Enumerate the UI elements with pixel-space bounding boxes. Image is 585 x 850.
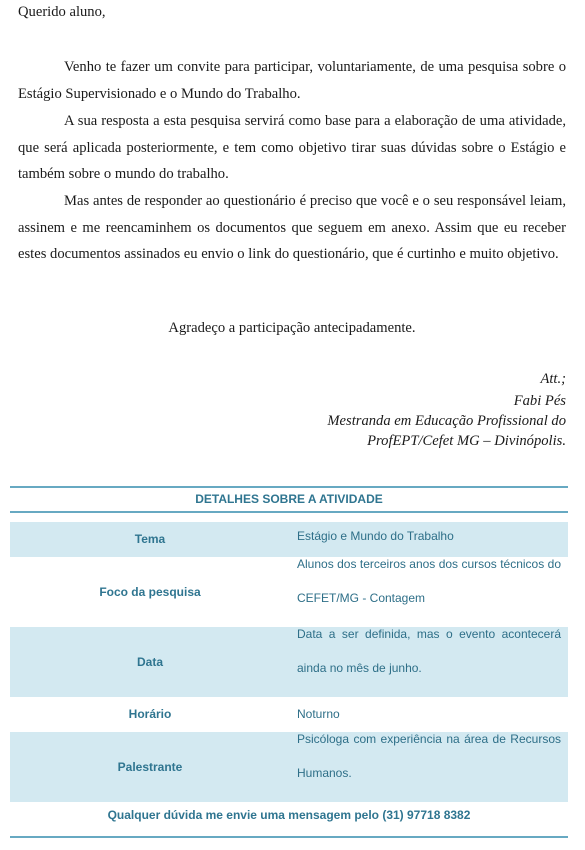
row-value: Alunos dos terceiros anos dos cursos técnicos do CEFET/MG - Contagem xyxy=(297,557,561,605)
signature-salutation: Att.; xyxy=(540,371,566,387)
signature-institution: ProfEPT/Cefet MG – Divinópolis. xyxy=(367,433,566,449)
table-row-palestrante xyxy=(10,732,568,802)
row-label: Palestrante xyxy=(117,760,183,774)
row-value: Data a ser definida, mas o evento acontecerá ainda no mês de junho. xyxy=(297,627,561,675)
greeting: Querido aluno, xyxy=(18,4,106,20)
paragraph-documents: Mas antes de responder ao questionário é preciso que você e o seu responsável leiam, assinem e me reencaminhem os documentos que seguem em anexo. Assim que eu receber estes documentos assinados eu envio o link do questionário, que é curtinho e muito objetivo. xyxy=(18,193,566,262)
signature-title: Mestranda em Educação Profissional do xyxy=(327,413,566,429)
table-row-data xyxy=(10,627,568,697)
row-label: Foco da pesquisa xyxy=(99,585,201,599)
thanks-line: Agradeço a participação antecipadamente. xyxy=(168,320,416,336)
row-value: Estágio e Mundo do Trabalho xyxy=(297,529,454,543)
row-label: Horário xyxy=(128,707,172,721)
row-value: Psicóloga com experiência na área de Recursos Humanos. xyxy=(297,732,561,780)
table-title: DETALHES SOBRE A ATIVIDADE xyxy=(195,492,383,506)
table-bottom-rule xyxy=(10,836,568,838)
table-footer-row xyxy=(10,802,568,836)
row-label: Data xyxy=(136,655,163,669)
paragraph-invitation: Venho te fazer um convite para participar, voluntariamente, de uma pesquisa sobre o Estágio Supervisionado e o Mundo do Trabalho. xyxy=(18,59,566,102)
row-value: Noturno xyxy=(297,707,340,721)
signature-name: Fabi Pés xyxy=(513,393,566,409)
table-header-rule xyxy=(10,511,568,513)
row-label: Tema xyxy=(134,532,166,546)
contact-footer: Qualquer dúvida me envie uma mensagem pelo (31) 97718 8382 xyxy=(107,808,471,822)
paragraph-purpose: A sua resposta a esta pesquisa servirá como base para a elaboração de uma atividade, que será aplicada posteriormente, e tem como objetivo tirar suas dúvidas sobre o Estágio e também sobre o mundo do trabalho. xyxy=(18,113,566,182)
